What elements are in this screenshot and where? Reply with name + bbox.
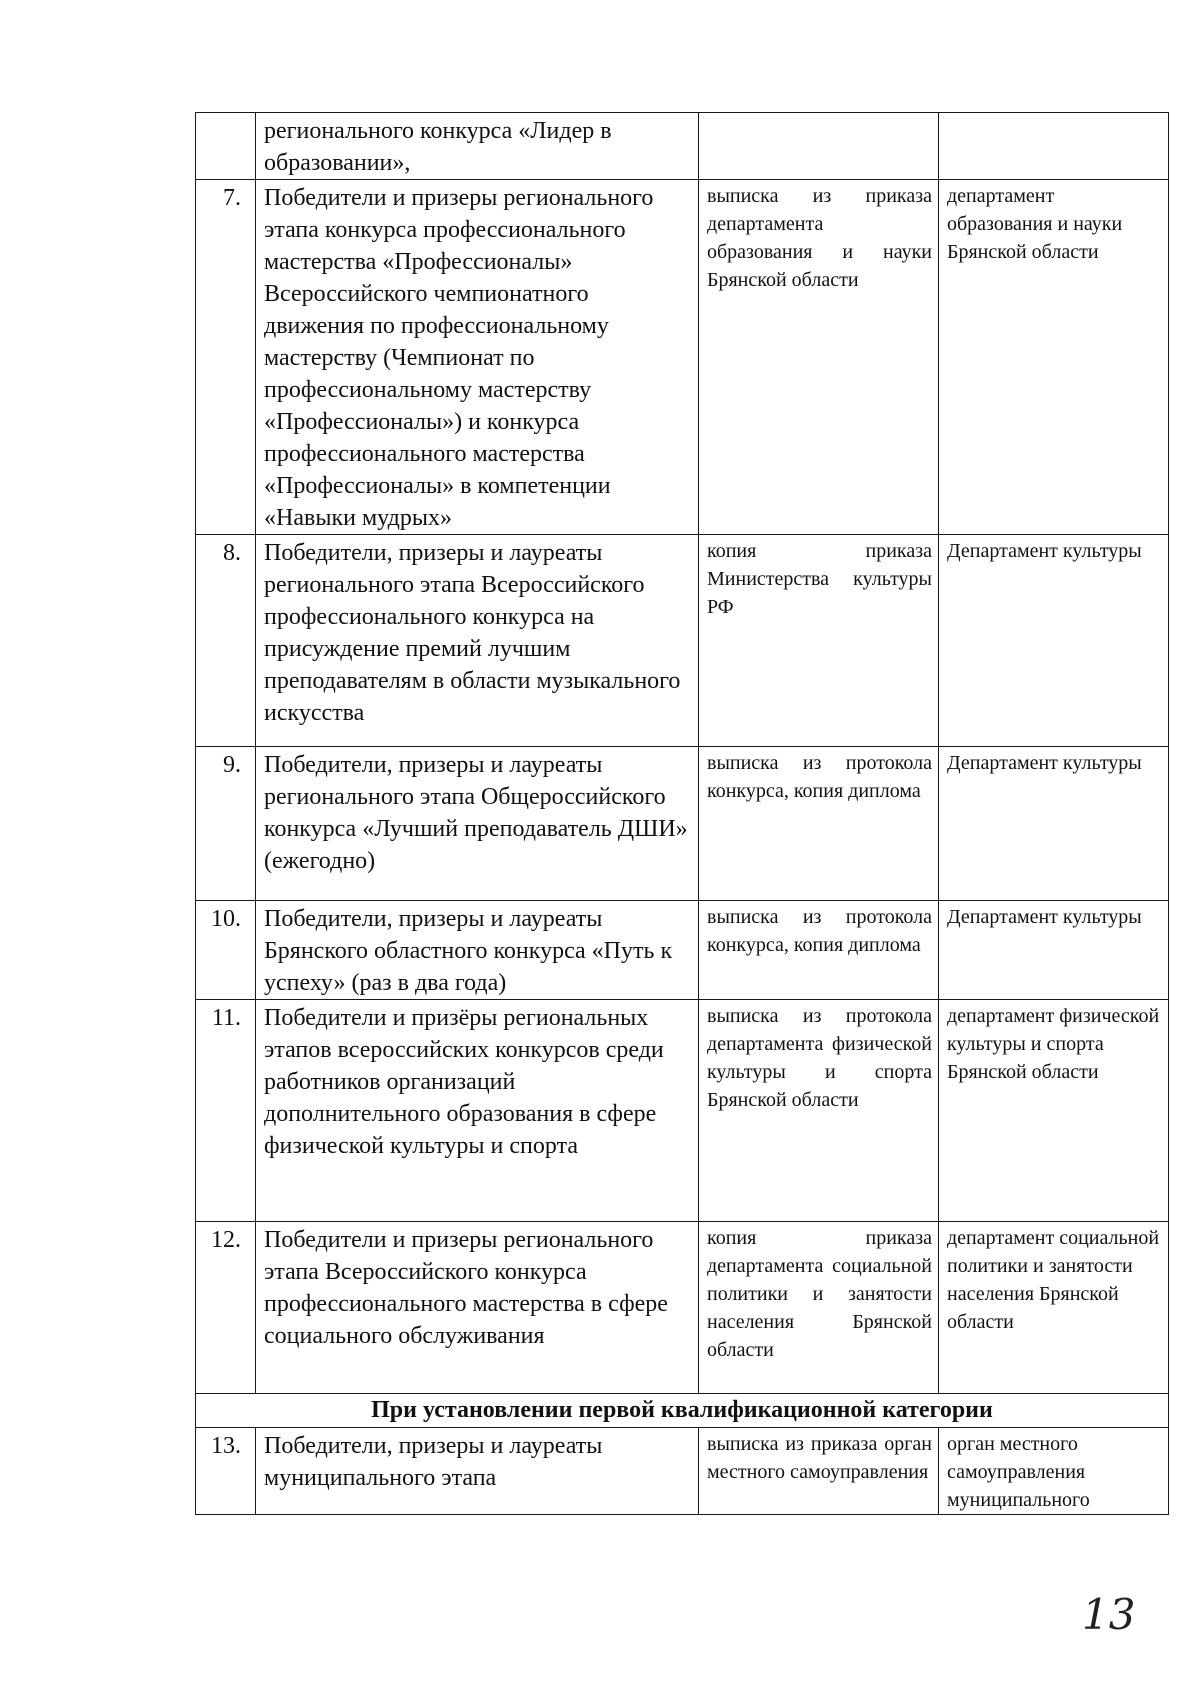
row-number: 12. <box>196 1222 256 1394</box>
criteria-table <box>195 112 1169 1515</box>
row-document <box>699 113 939 180</box>
table-row <box>196 1222 1169 1394</box>
table-row <box>196 535 1169 747</box>
row-number: 8. <box>196 535 256 747</box>
row-organization: Департамент культуры <box>939 747 1169 901</box>
table-row <box>196 113 1169 180</box>
row-number: 9. <box>196 747 256 901</box>
row-organization: департамент образования и науки Брянской области <box>939 180 1169 535</box>
row-number <box>196 113 256 180</box>
row-number: 7. <box>196 180 256 535</box>
row-document: копия приказа Министерства культуры РФ <box>699 535 939 747</box>
row-achievement: Победители и призеры регионального этапа конкурса профессионального мастерства «Профессионалы» Всероссийского чемпионатного движения по профессиональному мастерству (Чемпионат по профессиональному мастерству «Профессионалы») и конкурса профессионального мастерства «Профессионалы» в компетенции «Навыки мудрых» <box>256 180 699 535</box>
row-organization <box>939 113 1169 180</box>
row-organization: департамент социальной политики и занятости населения Брянской области <box>939 1222 1169 1394</box>
row-number: 11. <box>196 1000 256 1222</box>
table-row <box>196 1428 1169 1515</box>
row-organization: департамент физической культуры и спорта Брянской области <box>939 1000 1169 1222</box>
table-row <box>196 901 1169 1000</box>
row-document: выписка из приказа департамента образования и науки Брянской области <box>699 180 939 535</box>
row-number: 10. <box>196 901 256 1000</box>
table-row <box>196 1000 1169 1222</box>
page-number: 13 <box>1082 1590 1136 1639</box>
row-document: копия приказа департамента социальной политики и занятости населения Брянской области <box>699 1222 939 1394</box>
table-row <box>196 747 1169 901</box>
row-achievement: Победители, призеры и лауреаты регионального этапа Всероссийского профессионального конкурса на присуждение премий лучшим преподавателям в области музыкального искусства <box>256 535 699 747</box>
row-achievement: Победители и призёры региональных этапов всероссийских конкурсов среди работников организаций дополнительного образования в сфере физической культуры и спорта <box>256 1000 699 1222</box>
row-document: выписка из протокола департамента физической культуры и спорта Брянской области <box>699 1000 939 1222</box>
row-organization: Департамент культуры <box>939 535 1169 747</box>
row-achievement: Победители, призеры и лауреаты муниципального этапа <box>256 1428 699 1515</box>
row-achievement: Победители и призеры регионального этапа Всероссийского конкурса профессионального мастерства в сфере социального обслуживания <box>256 1222 699 1394</box>
row-organization: орган местного самоуправления муниципального <box>939 1428 1169 1515</box>
row-document: выписка из приказа орган местного самоуправления <box>699 1428 939 1515</box>
row-achievement: регионального конкурса «Лидер в образовании», <box>256 113 699 180</box>
section-heading: При установлении первой квалификационной категории <box>196 1394 1169 1428</box>
row-achievement: Победители, призеры и лауреаты регионального этапа Общероссийского конкурса «Лучший преподаватель ДШИ» (ежегодно) <box>256 747 699 901</box>
row-document: выписка из протокола конкурса, копия диплома <box>699 901 939 1000</box>
table-row <box>196 180 1169 535</box>
row-number: 13. <box>196 1428 256 1515</box>
row-document: выписка из протокола конкурса, копия диплома <box>699 747 939 901</box>
section-heading-row <box>196 1394 1169 1428</box>
row-organization: Департамент культуры <box>939 901 1169 1000</box>
row-achievement: Победители, призеры и лауреаты Брянского областного конкурса «Путь к успеху» (раз в два года) <box>256 901 699 1000</box>
